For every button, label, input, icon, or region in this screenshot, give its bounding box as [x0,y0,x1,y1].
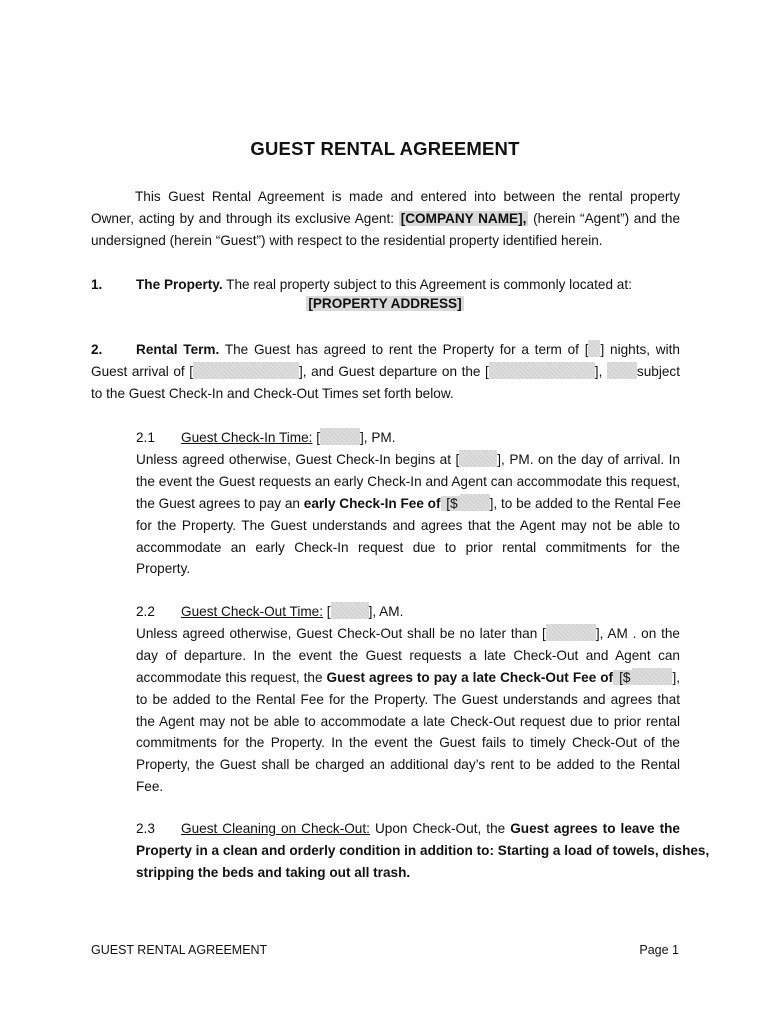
section-2-2-line-7: Property, the Guest shall be charged an additional day’s rent to be added to the Rental [136,757,680,773]
intro-line-3: undersigned (herein “Guest”) with respect to the residential property identified herein. [91,232,603,248]
nights-field[interactable] [588,340,600,357]
section-2-1-check-in [136,427,680,580]
section-2-line-2b: ], and Guest departure on the [ [299,363,489,379]
section-2-3-line-1a: Upon Check-Out, the [369,821,511,836]
section-2-1-line-1b: ], PM. on the day of arrival. In [497,451,681,467]
section-1-property [91,274,680,296]
arrival-date-field[interactable] [193,362,299,379]
section-1-number: 1. [91,277,103,292]
section-2-line-3: to the Guest Check-In and Check-Out Times set forth below. [91,385,454,401]
section-2-2-number: 2.2 [136,604,155,619]
section-1-text: The real property subject to this Agreement is commonly located at: [222,277,632,292]
section-2-line-1b: ] nights, with [600,342,680,357]
page-number: Page 1 [639,943,679,957]
property-address-field[interactable]: [PROPERTY ADDRESS] [308,296,462,311]
check-out-time-field[interactable] [331,602,369,619]
section-2-3-line-3: stripping the beds and taking out all trash. [136,864,411,880]
intro-line-1: This Guest Rental Agreement is made and entered into between the rental property [135,189,680,204]
section-2-2-heading: Guest Check-Out Time: [181,604,324,619]
section-2-1-line-1a: Unless agreed otherwise, Guest Check-In begins at [ [136,451,460,467]
section-2-1-heading: Guest Check-In Time: [181,430,313,445]
section-2-3-number: 2.3 [136,821,155,836]
section-2-line-1a: The Guest has agreed to rent the Property for a term of [ [219,342,589,357]
check-out-latest-field[interactable] [546,624,596,641]
section-2-line-2a: Guest arrival of [ [91,363,194,379]
section-2-2-line-8: Fee. [136,779,164,795]
company-name-field[interactable]: [COMPANY NAME], [400,210,527,226]
section-2-3-heading: Guest Cleaning on Check-Out: [181,821,370,836]
section-2-rental-term [91,339,680,405]
section-2-3-cleaning [136,818,710,884]
late-check-out-fee-label: Guest agrees to pay a late Check-Out Fee of [326,669,614,685]
section-2-1-line-3a: the Guest agrees to pay an [136,495,304,511]
intro-line-2b: (herein “Agent”) and the [528,210,681,226]
section-2-1-number: 2.1 [136,430,155,445]
section-2-2-line-3a: accommodate this request, the [136,669,327,685]
early-check-in-fee-label: early Check-In Fee of [303,495,441,511]
section-2-2-line-1a: Unless agreed otherwise, Guest Check-Out shall be no later than [ [136,625,546,641]
section-2-number: 2. [91,342,103,357]
section-2-3-line-2: Property in a clean and orderly condition in addition to: Starting a load of towels, dishes, [136,842,710,858]
section-2-2-check-out [136,601,680,798]
section-2-1-heading-tail-b: ], PM. [360,430,396,445]
intro-line-2a: Owner, acting by and through its exclusive Agent: [91,210,399,226]
property-address-line [0,296,770,311]
departure-extra-field[interactable] [607,362,637,379]
footer-title: GUEST RENTAL AGREEMENT [91,943,268,957]
late-check-out-fee-dollar: [$ [615,669,631,685]
check-in-begins-field[interactable] [459,450,497,467]
section-2-3-line-1b: Guest agrees to leave the [510,821,680,836]
section-2-2-heading-tail-b: ], AM. [368,604,404,619]
section-2-line-2c: ], [594,363,603,379]
document-title: GUEST RENTAL AGREEMENT [250,138,520,159]
section-2-2-line-3d: ], [672,669,680,685]
section-2-line-2d: subject [636,363,680,379]
departure-date-field[interactable] [489,362,595,379]
section-2-2-line-2: day of departure. In the event the Guest requests a late Check-Out and Agent can [136,647,680,663]
late-check-out-fee-field[interactable] [632,668,672,685]
section-2-2-line-4: to be added to the Rental Fee for the Property. The Guest understands and agrees that [136,691,680,707]
section-2-1-line-6: Property. [136,561,191,577]
early-check-in-fee-field[interactable] [460,494,490,511]
section-2-2-heading-tail-a: [ [323,604,331,619]
section-2-1-line-2: the event the Guest requests an early Check-In and Agent can accommodate this request, [136,473,680,489]
section-2-2-line-1b: ], AM . on the [595,625,680,641]
intro-paragraph [91,186,680,252]
section-2-2-line-6: commitments for the Property. In the event the Guest fails to timely Check-Out of the [136,735,680,751]
section-2-2-line-5: the Agent may not be able to accommodate a late Check-Out request due to prior rental [136,713,680,729]
section-2-heading: Rental Term. [136,342,220,357]
section-1-heading: The Property. [136,277,223,292]
early-check-in-fee-dollar: [$ [442,495,458,511]
section-2-1-line-3d: ], to be added to the Rental Fee [489,495,681,511]
section-2-1-line-5: accommodate an early Check-In request due to prior rental commitments for the [136,539,680,555]
check-in-time-field[interactable] [320,428,360,445]
section-2-1-line-4: for the Property. The Guest understands and agrees that the Agent may not be able to [136,517,680,533]
section-2-1-heading-tail-a: [ [312,430,321,445]
